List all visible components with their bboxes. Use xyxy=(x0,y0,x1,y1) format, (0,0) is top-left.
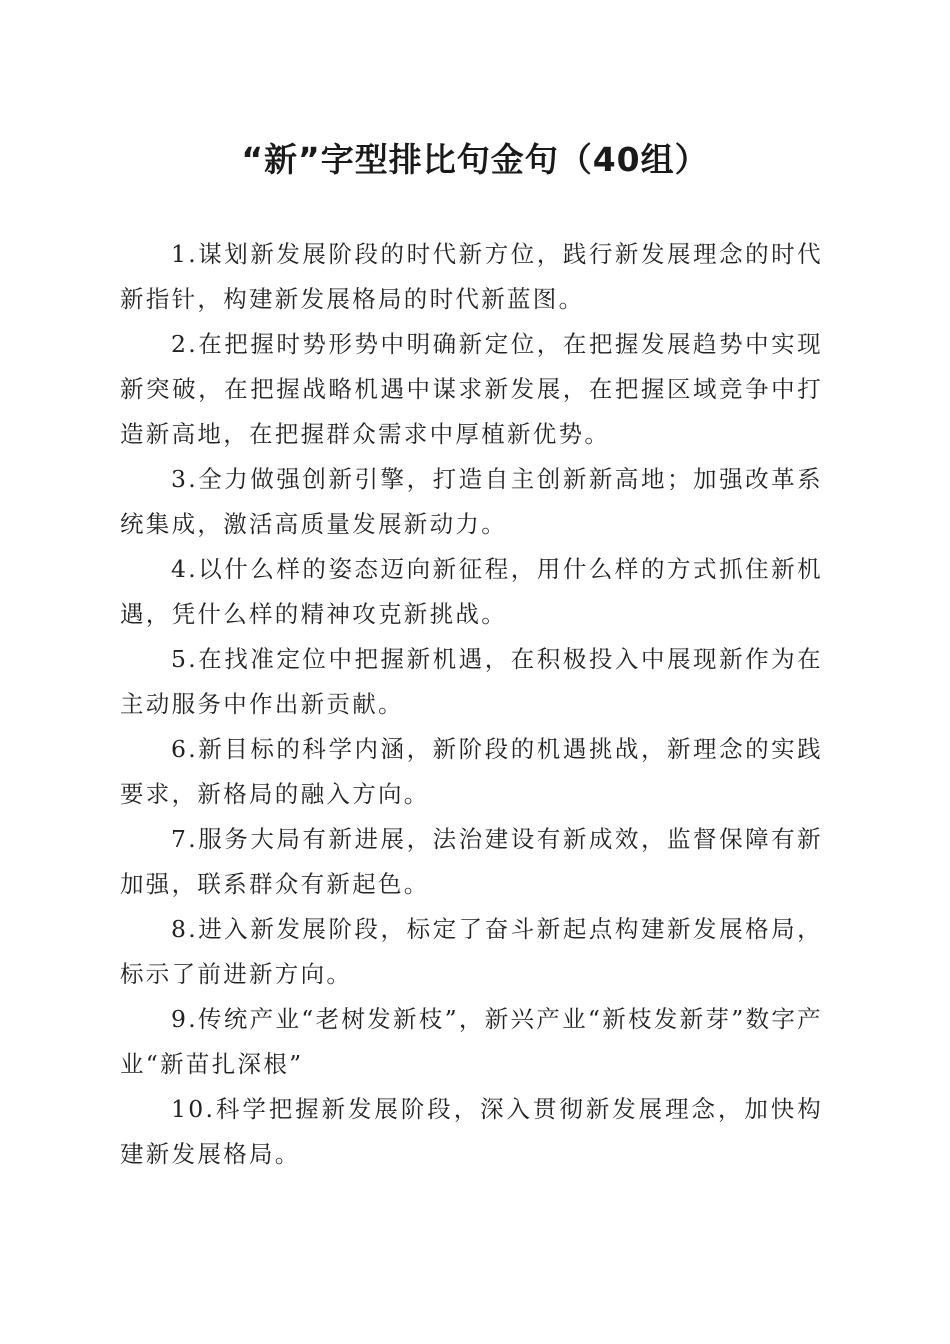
document-body xyxy=(120,232,823,1177)
paragraph-1: 1.谋划新发展阶段的时代新方位，践行新发展理念的时代新指针，构建新发展格局的时代新蓝图。 xyxy=(120,240,823,313)
document-title: “新”字型排比句金句（40组） xyxy=(241,140,709,179)
paragraph-7: 7.服务大局有新进展，法治建设有新成效，监督保障有新加强，联系群众有新起色。 xyxy=(120,825,823,898)
paragraph-5: 5.在找准定位中把握新机遇，在积极投入中展现新作为在主动服务中作出新贡献。 xyxy=(120,645,823,718)
paragraph-10: 10.科学把握新发展阶段，深入贯彻新发展理念，加快构建新发展格局。 xyxy=(120,1095,823,1168)
paragraph-8: 8.进入新发展阶段，标定了奋斗新起点构建新发展格局，标示了前进新方向。 xyxy=(120,915,823,988)
paragraph-9: 9.传统产业“老树发新枝”，新兴产业“新枝发新芽”数字产业“新苗扎深根” xyxy=(120,1005,823,1078)
paragraph-6: 6.新目标的科学内涵，新阶段的机遇挑战，新理念的实践要求，新格局的融入方向。 xyxy=(120,735,823,808)
paragraph-3: 3.全力做强创新引擎，打造自主创新新高地；加强改革系统集成，激活高质量发展新动力。 xyxy=(120,465,823,538)
paragraph-4: 4.以什么样的姿态迈向新征程，用什么样的方式抓住新机遇，凭什么样的精神攻克新挑战。 xyxy=(120,555,823,628)
paragraph-2: 2.在把握时势形势中明确新定位，在把握发展趋势中实现新突破，在把握战略机遇中谋求新发展，在把握区域竞争中打造新高地，在把握群众需求中厚植新优势。 xyxy=(120,330,823,448)
